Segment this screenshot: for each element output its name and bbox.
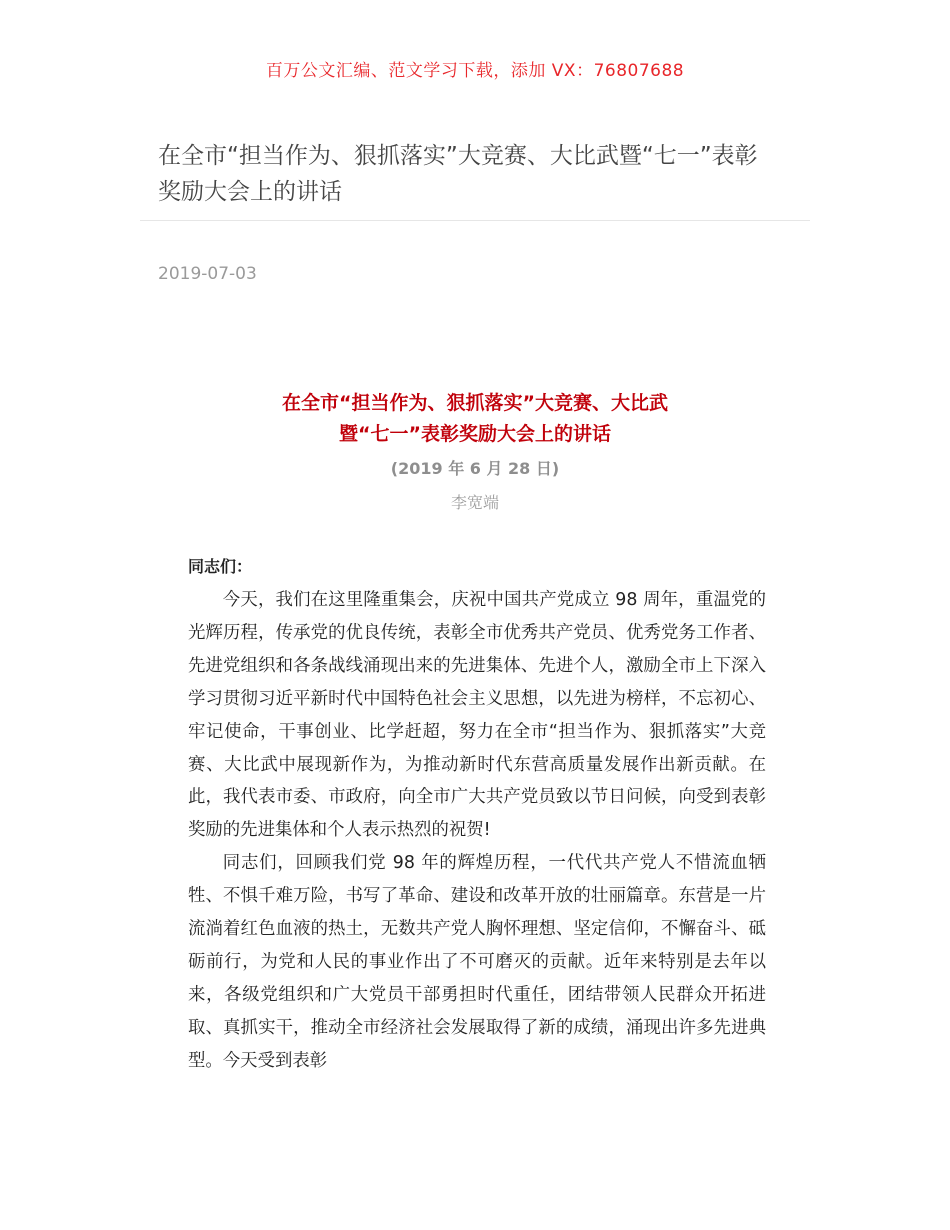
page-title: 在全市“担当作为、狠抓落实”大竞赛、大比武暨“七一”表彰奖励大会上的讲话 — [158, 143, 758, 205]
post-date: 2019-07-03 — [158, 264, 257, 284]
body-paragraph-1: 今天，我们在这里隆重集会，庆祝中国共产党成立 98 周年，重温党的光辉历程，传承党的优良传统，表彰全市优秀共产党员、优秀党务工作者、先进党组织和各条战线涌现出来的先进集体、先进个人，激励全市上下深入学习贯彻习近平新时代中国特色社会主义思想，以先进为榜样，不忘初心、牢记使命，干事创业、比学赶超，努力在全市“担当作为、狠抓落实”大竞赛、大比武中展现新作为，为推动新时代东营高质量发展作出新贡献。在此，我代表市委、市政府，向全市广大共产党员致以节日问候，向受到表彰奖励的先进集体和个人表示热烈的祝贺! — [188, 590, 766, 841]
document-heading — [0, 388, 950, 450]
salutation: 同志们： — [188, 557, 253, 576]
promo-banner: 百万公文汇编、范文学习下载，添加 VX：76807688 — [265, 61, 685, 81]
document-heading-line-1: 在全市“担当作为、狠抓落实”大竞赛、大比武 — [282, 392, 668, 414]
body-paragraph-2: 同志们，回顾我们党 98 年的辉煌历程，一代代共产党人不惜流血牺牲、不惧千难万险，书写了革命、建设和改革开放的壮丽篇章。东营是一片流淌着红色血液的热土，无数共产党人胸怀理想、坚定信仰，不懈奋斗、砥砺前行，为党和人民的事业作出了不可磨灭的贡献。近年来特别是去年以来，各级党组织和广大党员干部勇担时代重任，团结带领人民群众开拓进取、真抓实干，推动全市经济社会发展取得了新的成绩，涌现出许多先进典型。今天受到表彰 — [188, 853, 766, 1071]
document-author: 李宽端 — [450, 493, 499, 512]
document-heading-line-2: 暨“七一”表彰奖励大会上的讲话 — [339, 423, 611, 445]
title-divider — [140, 220, 810, 221]
document-body — [188, 584, 766, 1078]
document-date: (2019 年 6 月 28 日) — [390, 459, 560, 478]
